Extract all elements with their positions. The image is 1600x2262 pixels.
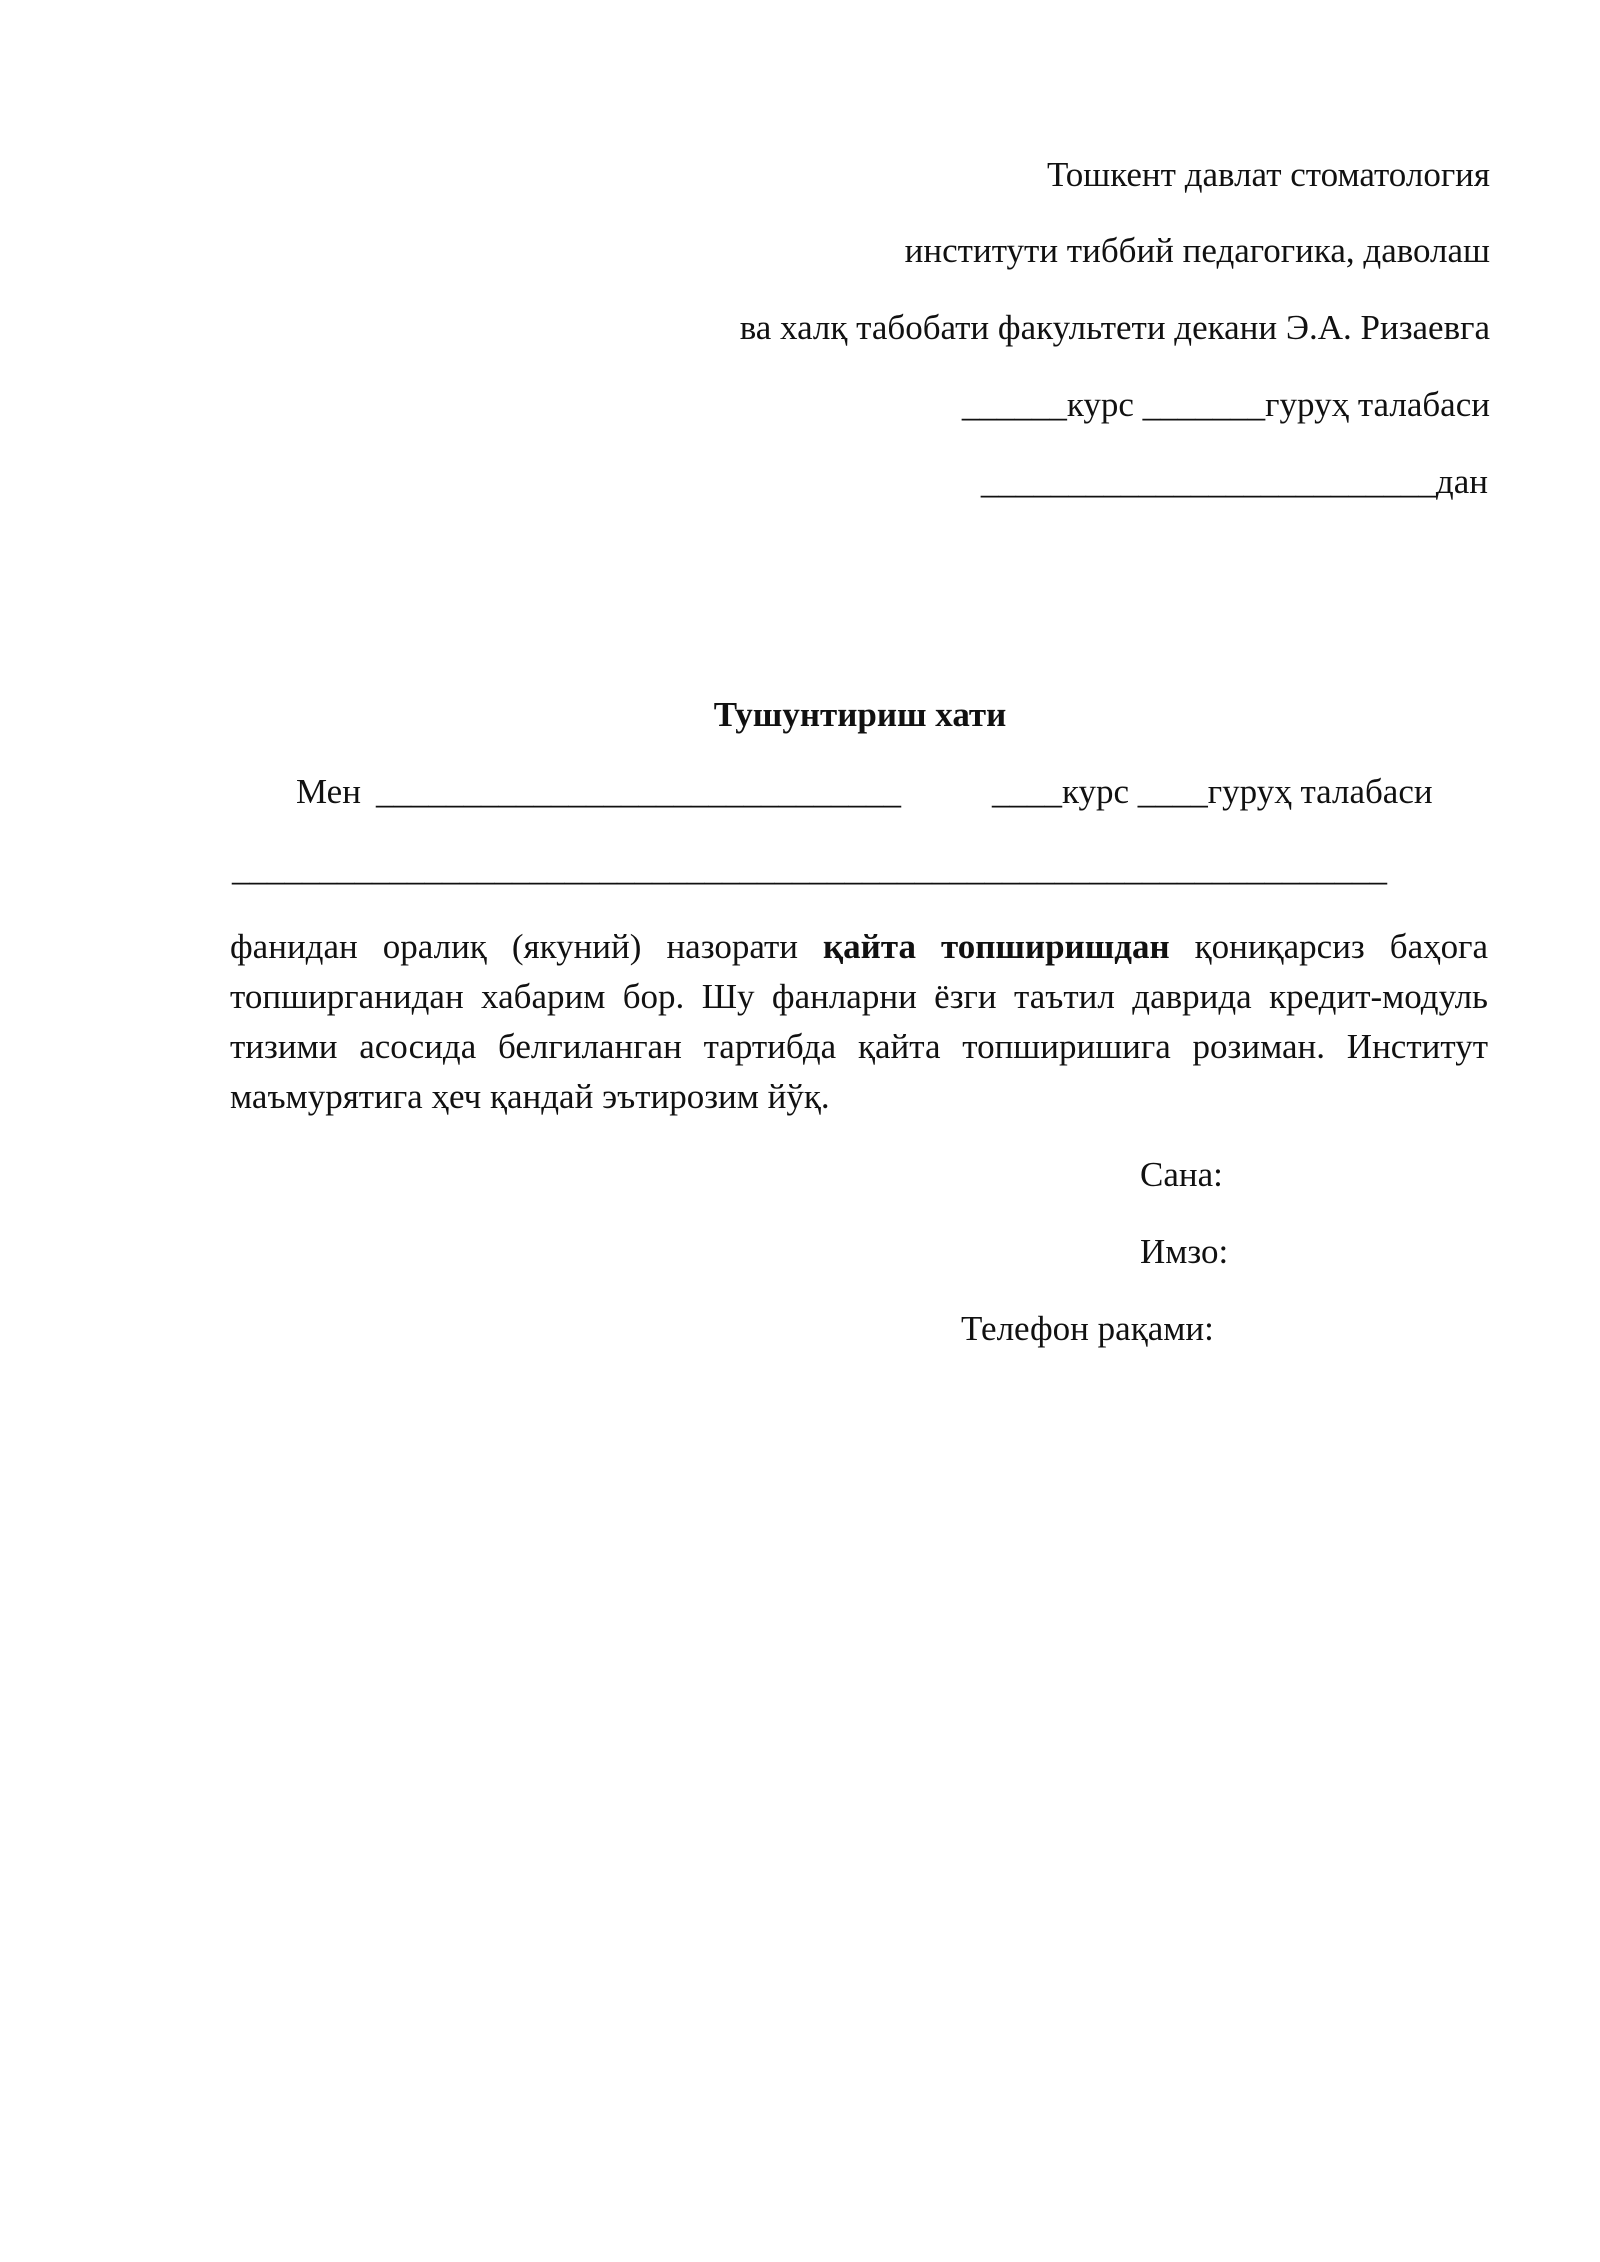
header-line-1: Тошкент давлат стоматология — [1047, 155, 1490, 194]
body-text-bold: қайта топширишдан — [823, 927, 1170, 966]
intro-name-blank: ______________________________ — [376, 772, 901, 811]
date-label: Сана: — [1140, 1155, 1223, 1194]
intro-course-blank: ____курс ____гуруҳ талабаси — [992, 772, 1433, 811]
body-text-1: фанидан оралиқ (якуний) назорати — [230, 927, 823, 966]
body-text-2: қониқарсиз баҳога топширганидан хабарим бор. Шу фанларни ёзги таътил даврида кредит-модуль тизими асосида белгиланган тартибда қайта топширишига розиман. Институт маъмурятига ҳеч қандай эътирозим йўқ. — [230, 927, 1488, 1116]
header-line-2: институти тиббий педагогика, даволаш — [904, 231, 1490, 270]
document-title: Тушунтириш хати — [713, 695, 1007, 734]
body-paragraph — [230, 922, 1488, 1122]
header-line-4: ______курс _______гуруҳ талабаси — [961, 385, 1490, 424]
intro-prefix: Мен — [296, 772, 361, 811]
phone-label: Телефон рақами: — [961, 1309, 1214, 1348]
signature-label: Имзо: — [1140, 1232, 1229, 1271]
header-line-5: __________________________дан — [980, 462, 1488, 501]
subject-blank: __________________________________________________________________ — [232, 849, 1387, 888]
header-line-3: ва халқ табобати факультети декани Э.А. Ризаевга — [739, 308, 1490, 347]
